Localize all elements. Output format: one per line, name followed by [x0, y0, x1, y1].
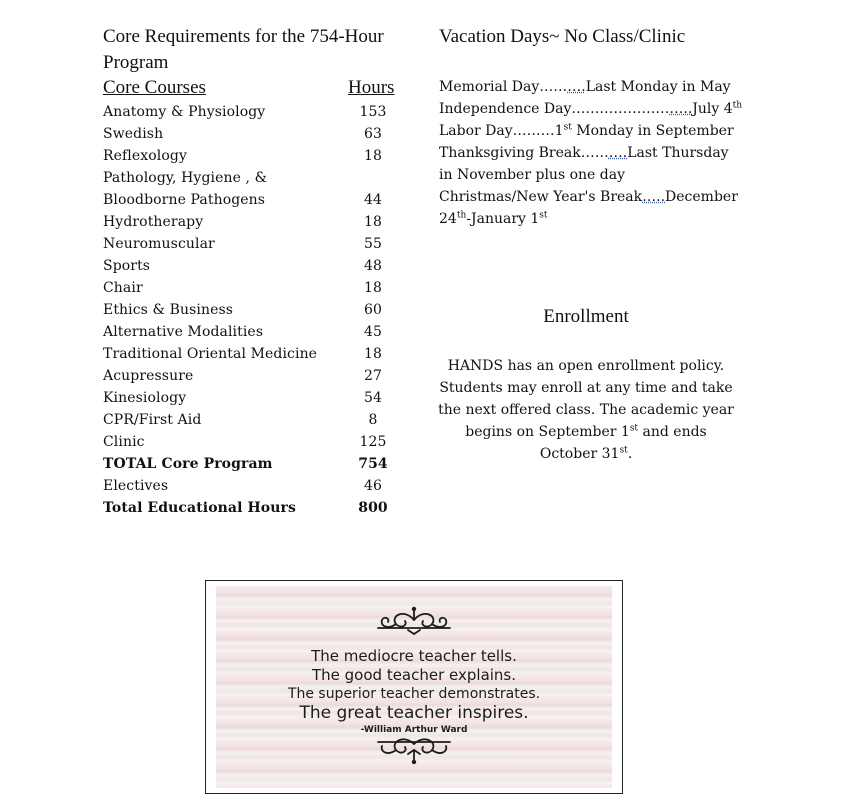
- course-name: Traditional Oriental Medicine: [103, 346, 318, 362]
- course-row: [103, 101, 403, 123]
- course-hours: 45: [363, 324, 382, 340]
- hours-column-header: Hours: [348, 77, 395, 98]
- core-courses-column-header: Core Courses: [103, 77, 206, 98]
- enrollment-paragraph: HANDS has an open enrollment policy. Students may enroll at any time and take the next offered class. The academic year begins on September 1st and ends October 31st.: [438, 358, 734, 462]
- course-hours: 44: [363, 192, 382, 208]
- course-hours: 54: [363, 390, 382, 406]
- course-name: Neuromuscular: [103, 236, 215, 252]
- course-hours: 18: [363, 148, 382, 164]
- course-name: Anatomy & Physiology: [103, 104, 266, 120]
- course-name: TOTAL Core Program: [103, 456, 273, 472]
- course-hours: 48: [363, 258, 382, 274]
- course-row: [103, 277, 403, 299]
- course-name: CPR/First Aid: [103, 412, 202, 428]
- course-hours: 18: [363, 346, 382, 362]
- course-row: [103, 431, 403, 453]
- course-name: Reflexology: [103, 148, 187, 164]
- course-row: [103, 211, 403, 233]
- quote-line-2: The good teacher explains.: [311, 666, 517, 684]
- course-name: Hydrotherapy: [103, 214, 204, 230]
- course-name: Bloodborne Pathogens: [103, 192, 266, 208]
- quote-card: [216, 586, 612, 788]
- course-row: [103, 233, 403, 255]
- course-name: Sports: [103, 258, 151, 274]
- course-row: [103, 255, 403, 277]
- course-row: [103, 167, 403, 189]
- course-name: Electives: [103, 478, 169, 494]
- course-name: Swedish: [103, 126, 164, 142]
- vacation-independence-day: Independence Day……………………..July 4th: [439, 100, 743, 117]
- course-row: [103, 299, 403, 321]
- course-name: Pathology, Hygiene , &: [103, 170, 268, 186]
- quote-line-4: The great teacher inspires.: [299, 703, 529, 723]
- vacation-memorial-day: Memorial Day……….Last Monday in May: [439, 79, 731, 95]
- flourish-ornament-bottom-icon: [374, 736, 454, 766]
- course-hours: 8: [368, 412, 378, 428]
- course-hours: 18: [363, 280, 382, 296]
- vacation-christmas: Christmas/New Year's Break…..December: [439, 189, 738, 205]
- course-row: [103, 453, 403, 475]
- course-hours: 125: [359, 434, 387, 450]
- requirements-heading: Core Requirements for the 754-Hour Program: [103, 26, 384, 73]
- quote-line-1: The mediocre teacher tells.: [311, 647, 517, 665]
- course-hours: 153: [359, 104, 387, 120]
- course-name: Chair: [103, 280, 143, 296]
- quote-image-frame: [205, 580, 623, 794]
- course-hours: 63: [363, 126, 382, 142]
- enrollment-heading: Enrollment: [543, 306, 629, 327]
- flourish-ornament-top-icon: [374, 606, 454, 636]
- course-name: Alternative Modalities: [103, 324, 264, 340]
- course-hours: 27: [363, 368, 382, 384]
- vacation-thanksgiving-continued: in November plus one day: [439, 167, 625, 183]
- course-row: [103, 365, 403, 387]
- course-name: Total Educational Hours: [103, 500, 296, 516]
- course-hours: 60: [363, 302, 382, 318]
- course-row: [103, 189, 403, 211]
- course-hours: 800: [358, 500, 388, 516]
- course-row: [103, 409, 403, 431]
- course-hours: 18: [363, 214, 382, 230]
- course-hours: 46: [363, 478, 382, 494]
- course-row: [103, 497, 403, 519]
- course-hours: 55: [363, 236, 382, 252]
- course-hours: 754: [358, 456, 388, 472]
- course-name: Ethics & Business: [103, 302, 234, 318]
- vacation-christmas-continued: 24th-January 1st: [439, 210, 548, 227]
- vacation-heading: Vacation Days~ No Class/Clinic: [439, 26, 686, 47]
- quote-line-3: The superior teacher demonstrates.: [287, 686, 541, 702]
- vacation-labor-day: Labor Day………1st Monday in September: [439, 122, 734, 139]
- vacation-thanksgiving: Thanksgiving Break……….Last Thursday: [439, 145, 729, 161]
- course-name: Kinesiology: [103, 390, 187, 406]
- quote-attribution: -William Arthur Ward: [360, 725, 468, 735]
- course-row: [103, 123, 403, 145]
- course-row: [103, 343, 403, 365]
- course-row: [103, 475, 403, 497]
- course-name: Clinic: [103, 434, 145, 450]
- course-name: Acupressure: [103, 368, 194, 384]
- course-row: [103, 145, 403, 167]
- course-row: [103, 387, 403, 409]
- course-row: [103, 321, 403, 343]
